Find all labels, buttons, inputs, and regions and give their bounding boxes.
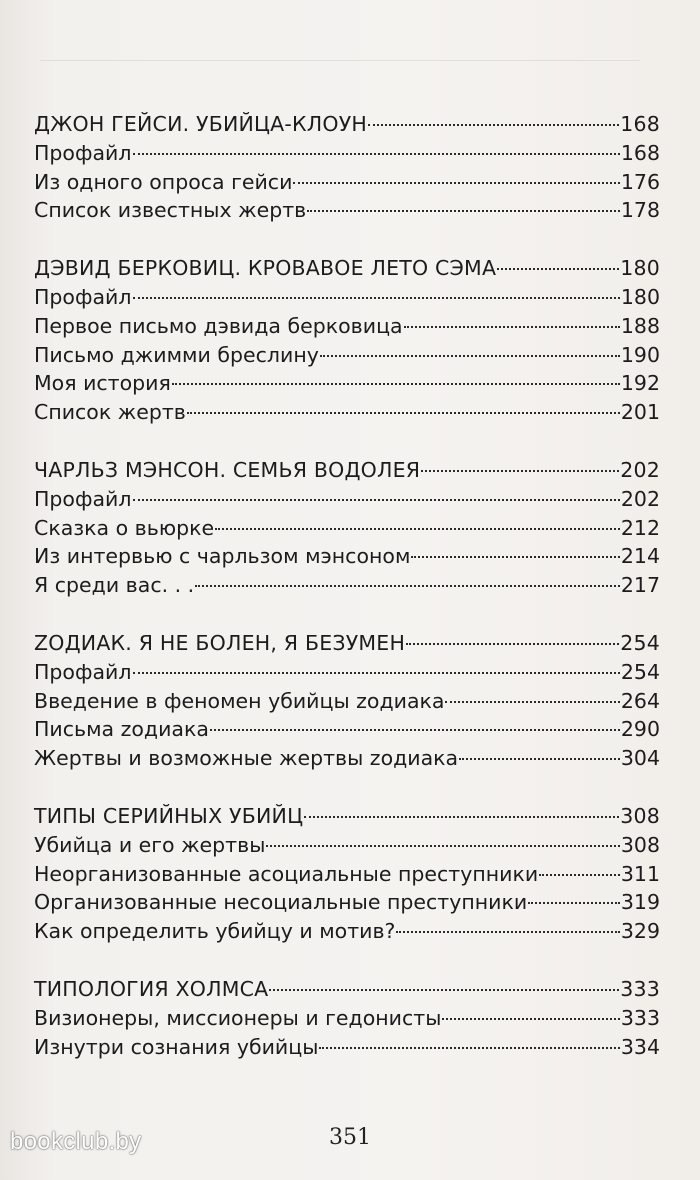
toc-entry: Список жертв 201 xyxy=(34,398,660,427)
dot-leader xyxy=(497,268,619,270)
page-ref: 304 xyxy=(620,746,660,771)
page-ref: 334 xyxy=(620,1034,660,1059)
toc-entry: Сказка о вьюрке 212 xyxy=(34,514,660,543)
dot-leader xyxy=(528,902,620,904)
dot-leader xyxy=(442,1018,619,1020)
dot-leader xyxy=(319,1047,619,1049)
page-ref: 192 xyxy=(620,371,660,396)
toc-entry: Введение в феномен убийцы zодиака 264 xyxy=(34,687,660,716)
toc-section xyxy=(34,110,660,225)
dot-leader xyxy=(133,297,620,299)
toc-entry: Я среди вас. . . 217 xyxy=(34,571,660,600)
dot-leader xyxy=(406,643,619,645)
toc-entry: Визионеры, миссионеры и гедонисты 333 xyxy=(34,1004,660,1033)
toc-entry: Профайл 168 xyxy=(34,139,660,168)
toc-heading: ZОДИАК. Я НЕ БОЛЕН, Я БЕЗУМЕН 254 xyxy=(34,629,660,658)
page-ref: 201 xyxy=(620,400,660,425)
dot-leader xyxy=(133,672,620,674)
bleed-through-shadow xyxy=(40,60,640,101)
toc-heading: ЧАРЛЬЗ МЭНСОН. СЕМЬЯ ВОДОЛЕЯ 202 xyxy=(34,456,660,485)
dot-leader xyxy=(459,758,620,760)
page-number: 351 xyxy=(329,1125,371,1150)
dot-leader xyxy=(210,729,620,731)
page-ref: 333 xyxy=(620,1005,660,1030)
page-ref: 168 xyxy=(620,140,660,165)
page-ref: 308 xyxy=(620,832,660,857)
dot-leader xyxy=(396,931,619,933)
page-ref: 168 xyxy=(620,112,660,136)
toc-entry: Жертвы и возможные жертвы zодиака 304 xyxy=(34,744,660,773)
dot-leader xyxy=(293,182,619,184)
dot-leader xyxy=(404,326,620,328)
page-ref: 188 xyxy=(620,313,660,338)
dot-leader xyxy=(307,210,620,212)
toc-entry: Письма zодиака 290 xyxy=(34,715,660,744)
toc-section xyxy=(34,254,660,427)
toc-section xyxy=(34,629,660,773)
dot-leader xyxy=(421,470,619,472)
dot-leader xyxy=(320,355,620,357)
table-of-contents xyxy=(34,110,660,1090)
toc-entry: Как определить убийцу и мотив? 329 xyxy=(34,917,660,946)
page-ref: 333 xyxy=(620,976,660,1001)
page-ref: 308 xyxy=(620,803,660,828)
dot-leader xyxy=(172,383,620,385)
toc-entry: Первое письмо дэвида берковица 188 xyxy=(34,312,660,341)
dot-leader xyxy=(269,989,619,991)
page-ref: 254 xyxy=(620,630,660,655)
toc-entry: Список известных жертв 178 xyxy=(34,196,660,225)
page-ref: 329 xyxy=(620,919,660,944)
page-ref: 202 xyxy=(620,457,660,482)
page-ref: 178 xyxy=(620,198,660,223)
dot-leader xyxy=(539,874,620,876)
toc-entry: Из одного опроса гейси 176 xyxy=(34,168,660,197)
toc-section xyxy=(34,802,660,946)
dot-leader xyxy=(187,412,620,414)
dot-leader xyxy=(304,816,619,818)
toc-entry: Организованные несоциальные преступники 319 xyxy=(34,888,660,917)
toc-entry: Профайл 202 xyxy=(34,485,660,514)
page-ref: 176 xyxy=(620,169,660,194)
page-ref: 180 xyxy=(620,284,660,309)
dot-leader xyxy=(133,499,620,501)
dot-leader xyxy=(368,124,619,126)
toc-entry: Изнутри сознания убийцы 334 xyxy=(34,1033,660,1062)
page-ref: 264 xyxy=(620,688,660,713)
page-ref: 202 xyxy=(620,486,660,511)
dot-leader xyxy=(445,701,619,703)
page-ref: 217 xyxy=(620,573,660,598)
toc-entry: Из интервью с чарльзом мэнсоном 214 xyxy=(34,542,660,571)
toc-entry: Письмо джимми бреслину 190 xyxy=(34,341,660,370)
page-ref: 180 xyxy=(620,256,660,281)
dot-leader xyxy=(215,528,620,530)
toc-heading: ТИПОЛОГИЯ ХОЛМСА 333 xyxy=(34,975,660,1004)
page-ref: 190 xyxy=(620,342,660,367)
toc-entry: Профайл 180 xyxy=(34,283,660,312)
page-ref: 311 xyxy=(620,861,660,886)
page-ref: 214 xyxy=(620,544,660,569)
page-ref: 290 xyxy=(620,717,660,742)
toc-entry: Профайл 254 xyxy=(34,658,660,687)
dot-leader xyxy=(411,556,619,558)
toc-entry: Моя история 192 xyxy=(34,369,660,398)
page-ref: 254 xyxy=(620,659,660,684)
toc-entry: Убийца и его жертвы 308 xyxy=(34,831,660,860)
toc-heading: ДЭВИД БЕРКОВИЦ. КРОВАВОЕ ЛЕТО СЭМА 180 xyxy=(34,254,660,283)
watermark: bookclub.by xyxy=(10,1128,142,1155)
dot-leader xyxy=(266,845,619,847)
toc-heading: ДЖОН ГЕЙСИ. УБИЙЦА-КЛОУН 168 xyxy=(34,110,660,139)
toc-section xyxy=(34,975,660,1061)
dot-leader xyxy=(195,585,620,587)
toc-section xyxy=(34,456,660,600)
page-ref: 212 xyxy=(620,515,660,540)
toc-heading: ТИПЫ СЕРИЙНЫХ УБИЙЦ 308 xyxy=(34,802,660,831)
toc-entry: Неорганизованные асоциальные преступники 311 xyxy=(34,860,660,889)
dot-leader xyxy=(133,153,620,155)
page-ref: 319 xyxy=(620,890,660,915)
